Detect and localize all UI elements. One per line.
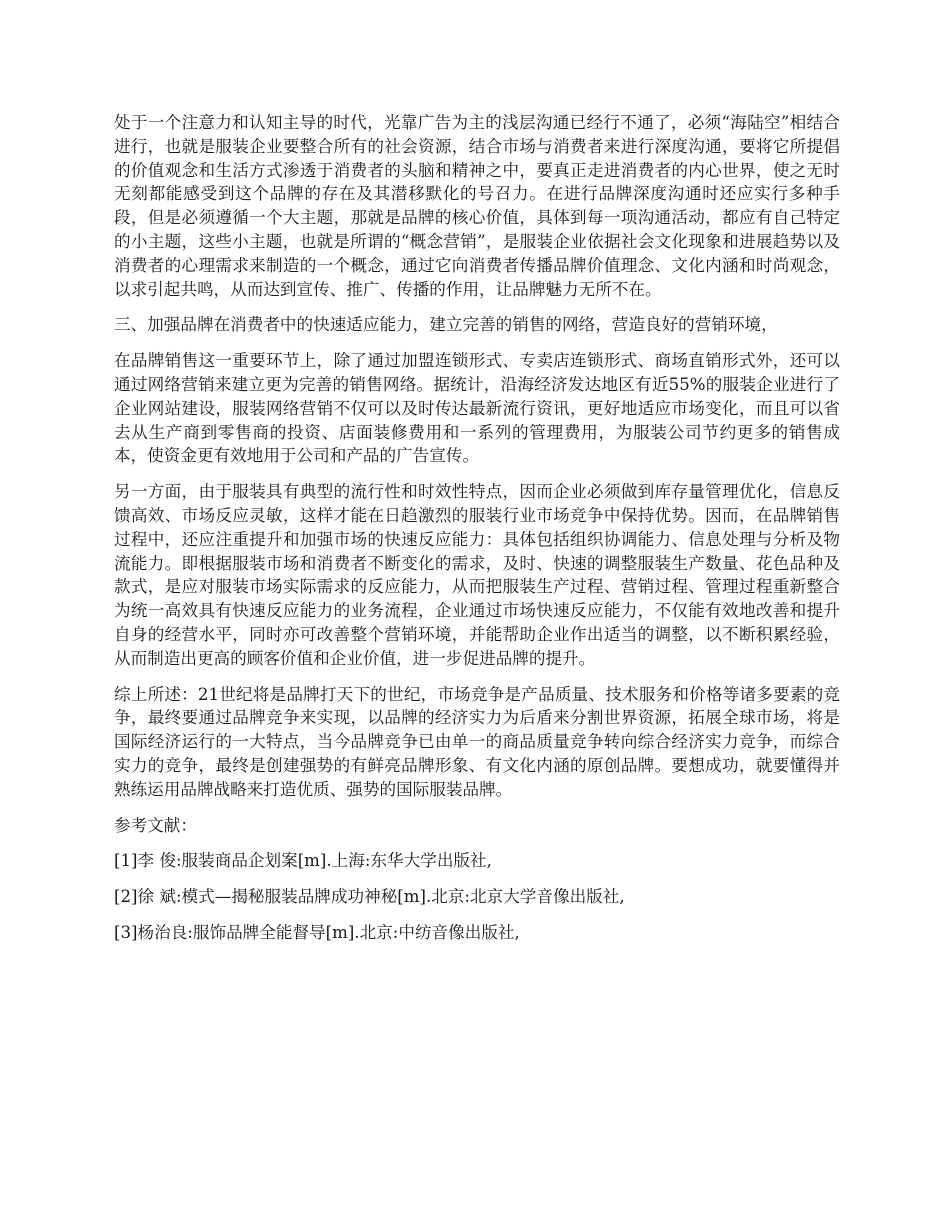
paragraph-sales-network: 在品牌销售这一重要环节上，除了通过加盟连锁形式、专卖店连锁形式、商场直销形式外，还可以通过网络营销来建立更为完善的销售网络。据统计，沿海经济发达地区有近55%的服装企业进行了企业网站建设，服装网络营销不仅可以及时传达最新流行资讯，更好地适应市场变化，而且可以省去从生产商到零售商的投资、店面装修费用和一系列的管理费用，为服装公司节约更多的销售成本，使资金更有效地用于公司和产品的广告宣传。 (114, 351, 840, 466)
reference-item-2: [2]徐 斌:模式—揭秘服装品牌成功神秘[m].北京:北京大学音像出版社, (114, 887, 625, 907)
paragraph-quick-response: 另一方面，由于服装具有典型的流行性和时效性特点，因而企业必须做到库存量管理优化，信息反馈高效、市场反应灵敏，这样才能在日趋激烈的服装行业市场竞争中保持优势。因而，在品牌销售过程中，还应注重提升和加强市场的快速反应能力：具体包括组织协调能力、信息处理与分析及物流能力。即根据服装市场和消费者不断变化的需求，及时、快速的调整服装生产数量、花色品种及款式，是应对服装市场实际需求的反应能力，从而把服装生产过程、营销过程、管理过程重新整合为统一高效具有快速反应能力的业务流程，企业通过市场快速反应能力，不仅能有效地改善和提升自身的经营水平，同时亦可改善整个营销环境，并能帮助企业作出适当的调整，以不断积累经验，从而制造出更高的顾客价值和企业价值，进一步促进品牌的提升。 (114, 482, 840, 668)
references-title: 参考文献： (114, 815, 197, 835)
document-body (114, 111, 840, 957)
paragraph-conclusion: 综上所述：21世纪将是品牌打天下的世纪，市场竞争是产品质量、技术服务和价格等诸多要素的竞争，最终要通过品牌竞争来实现，以品牌的经济实力为后盾来分割世界资源，拓展全球市场，将是国际经济运行的一大特点，当今品牌竞争已由单一的商品质量竞争转向综合经济实力竞争，而综合实力的竞争，最终是创建强势的有鲜亮品牌形象、有文化内涵的原创品牌。要想成功，就要懂得并熟练运用品牌战略来打造优质、强势的国际服装品牌。 (114, 684, 840, 799)
paragraph-deep-communication: 处于一个注意力和认知主导的时代，光靠广告为主的浅层沟通已经行不通了，必须“海陆空”相结合进行，也就是服装企业要整合所有的社会资源，结合市场与消费者来进行深度沟通，要将它所提倡的价值观念和生活方式渗透于消费者的头脑和精神之中，要真正走进消费者的内心世界，使之无时无刻都能感受到这个品牌的存在及其潜移默化的号召力。在进行品牌深度沟通时还应实行多种手段，但是必须遵循一个大主题，那就是品牌的核心价值，具体到每一项沟通活动，都应有自己特定的小主题，这些小主题，也就是所谓的“概念营销”，是服装企业依据社会文化现象和进展趋势以及消费者的心理需求来制造的一个概念，通过它向消费者传播品牌价值理念、文化内涵和时尚观念，以求引起共鸣，从而达到宣传、推广、传播的作用，让品牌魅力无所不在。 (114, 113, 840, 299)
section-heading-3: 三、加强品牌在消费者中的快速适应能力，建立完善的销售的网络，营造良好的营销环境， (114, 315, 778, 335)
reference-item-3: [3]杨治良:服饰品牌全能督导[m].北京:中纺音像出版社, (114, 922, 520, 942)
reference-item-1: [1]李 俊:服装商品企划案[m].上海:东华大学出版社, (114, 851, 492, 871)
